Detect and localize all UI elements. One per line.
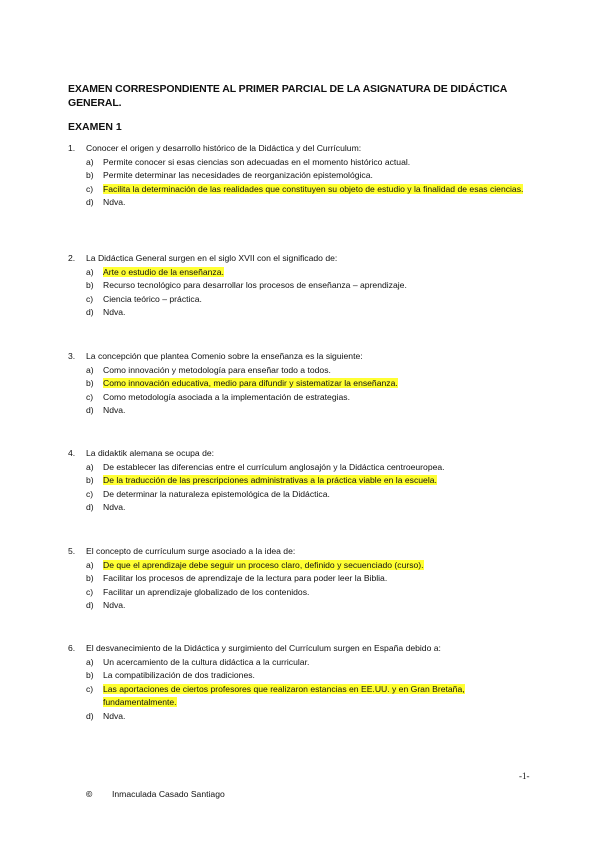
option-letter: d) bbox=[86, 197, 94, 207]
question-3 bbox=[68, 350, 538, 418]
option-highlighted bbox=[86, 377, 538, 391]
question-stem bbox=[68, 642, 538, 656]
footer-author: Inmaculada Casado Santiago bbox=[112, 789, 225, 799]
question-4 bbox=[68, 447, 538, 515]
option bbox=[86, 404, 538, 418]
page-number: -1- bbox=[519, 771, 530, 781]
option-letter: d) bbox=[86, 502, 94, 512]
option-text: Ndva. bbox=[103, 307, 126, 317]
option-list bbox=[86, 266, 538, 320]
option bbox=[86, 656, 538, 670]
question-stem bbox=[68, 350, 538, 364]
option-text: Como metodología asociada a la implementación de estrategias. bbox=[103, 391, 350, 402]
option bbox=[86, 461, 538, 475]
document-title: EXAMEN CORRESPONDIENTE AL PRIMER PARCIAL DE LA ASIGNATURA DE DIDÁCTICA GENERAL. bbox=[68, 83, 507, 109]
option-letter: a) bbox=[86, 461, 94, 472]
option-text: Facilitar los procesos de aprendizaje de la lectura para poder leer la Biblia. bbox=[103, 573, 388, 583]
question-stem bbox=[68, 447, 538, 461]
exam-subtitle: EXAMEN 1 bbox=[68, 121, 122, 133]
option-letter: b) bbox=[86, 475, 94, 485]
question-number: 5. bbox=[68, 546, 76, 556]
option-text: Las aportaciones de ciertos profesores que realizaron estancias en EE.UU. y en Gran Bretaña, fundamentalmente. bbox=[103, 683, 465, 707]
option-text: Como innovación educativa, medio para difundir y sistematizar la enseñanza. bbox=[103, 378, 398, 388]
option bbox=[86, 293, 538, 307]
option-letter: b) bbox=[86, 573, 94, 583]
option-letter: d) bbox=[86, 405, 94, 415]
option-text: Ndva. bbox=[103, 405, 126, 415]
option-letter: b) bbox=[86, 170, 94, 180]
option-letter: a) bbox=[86, 364, 94, 375]
option-letter: d) bbox=[86, 710, 94, 721]
option-text: Facilita la determinación de las realidades que constituyen su objeto de estudio y la finalidad de esas ciencias. bbox=[103, 183, 524, 194]
option bbox=[86, 169, 538, 183]
option-text: Ndva. bbox=[103, 710, 126, 721]
option-letter: b) bbox=[86, 378, 94, 388]
option-text: Permite determinar las necesidades de reorganización epistemológica. bbox=[103, 170, 373, 180]
option-letter: c) bbox=[86, 586, 94, 597]
option-letter: c) bbox=[86, 391, 94, 402]
question-number: 2. bbox=[68, 253, 76, 263]
option-letter: b) bbox=[86, 280, 94, 290]
option-letter: d) bbox=[86, 307, 94, 317]
question-2 bbox=[68, 252, 538, 320]
option bbox=[86, 586, 538, 600]
option-letter: c) bbox=[86, 683, 94, 694]
option-highlighted bbox=[86, 683, 538, 710]
question-5 bbox=[68, 545, 538, 613]
option-text: Permite conocer si esas ciencias son adecuadas en el momento histórico actual. bbox=[103, 156, 411, 167]
question-stem bbox=[68, 142, 538, 156]
option-highlighted bbox=[86, 474, 538, 488]
option bbox=[86, 156, 538, 170]
question-number: 3. bbox=[68, 351, 76, 361]
option bbox=[86, 196, 538, 210]
option-letter: c) bbox=[86, 183, 94, 194]
copyright-symbol: © bbox=[86, 789, 93, 799]
question-text: El desvanecimiento de la Didáctica y surgimiento del Currículum surgen en España debido a: bbox=[86, 643, 441, 653]
option-text: Ndva. bbox=[103, 502, 126, 512]
question-stem bbox=[68, 545, 538, 559]
option bbox=[86, 364, 538, 378]
question-text: La concepción que plantea Comenio sobre la enseñanza es la siguiente: bbox=[86, 351, 363, 361]
question-1 bbox=[68, 142, 538, 210]
option-text: Ndva. bbox=[103, 197, 126, 207]
question-text: Conocer el origen y desarrollo histórico de la Didáctica y del Currículum: bbox=[86, 143, 362, 153]
option bbox=[86, 710, 538, 724]
option bbox=[86, 572, 538, 586]
option bbox=[86, 391, 538, 405]
option-letter: a) bbox=[86, 656, 94, 667]
option-text: La compatibilización de dos tradiciones. bbox=[103, 670, 255, 680]
option-text: Como innovación y metodología para enseñar todo a todos. bbox=[103, 364, 331, 375]
question-text: La Didáctica General surgen en el siglo XVII con el significado de: bbox=[86, 253, 338, 263]
option-letter: b) bbox=[86, 670, 94, 680]
option-text: Ciencia teórico – práctica. bbox=[103, 293, 202, 304]
option-highlighted bbox=[86, 266, 538, 280]
question-number: 4. bbox=[68, 448, 76, 458]
option-letter: c) bbox=[86, 293, 94, 304]
question-number: 1. bbox=[68, 143, 76, 153]
option-letter: a) bbox=[86, 156, 94, 167]
option-letter: a) bbox=[86, 266, 94, 277]
option-list bbox=[86, 461, 538, 515]
option-text: Facilitar un aprendizaje globalizado de los contenidos. bbox=[103, 586, 310, 597]
question-text: La didaktik alemana se ocupa de: bbox=[86, 448, 215, 458]
question-stem bbox=[68, 252, 538, 266]
option bbox=[86, 669, 538, 683]
option-text: De establecer las diferencias entre el currículum anglosajón y la Didáctica centroeuropea. bbox=[103, 461, 445, 472]
option bbox=[86, 501, 538, 515]
option-text: Ndva. bbox=[103, 600, 126, 610]
option bbox=[86, 306, 538, 320]
question-text: El concepto de currículum surge asociado a la idea de: bbox=[86, 546, 296, 556]
option bbox=[86, 279, 538, 293]
question-6 bbox=[68, 642, 538, 723]
option-letter: c) bbox=[86, 488, 94, 499]
option-letter: a) bbox=[86, 559, 94, 570]
option bbox=[86, 599, 538, 613]
option-text: De determinar la naturaleza epistemológica de la Didáctica. bbox=[103, 488, 330, 499]
option-highlighted bbox=[86, 559, 538, 573]
option-text: De la traducción de las prescripciones administrativas a la práctica viable en la escuela. bbox=[103, 475, 437, 485]
option-highlighted bbox=[86, 183, 538, 197]
option-list bbox=[86, 559, 538, 613]
option bbox=[86, 488, 538, 502]
option-text: De que el aprendizaje debe seguir un proceso claro, definido y secuenciado (curso). bbox=[103, 559, 424, 570]
option-text: Recurso tecnológico para desarrollar los procesos de enseñanza – aprendizaje. bbox=[103, 280, 407, 290]
option-list bbox=[86, 656, 538, 724]
footer bbox=[86, 789, 225, 799]
option-letter: d) bbox=[86, 600, 94, 610]
option-text: Un acercamiento de la cultura didáctica a la curricular. bbox=[103, 656, 310, 667]
option-list bbox=[86, 156, 538, 210]
option-list bbox=[86, 364, 538, 418]
option-text: Arte o estudio de la enseñanza. bbox=[103, 266, 224, 277]
question-number: 6. bbox=[68, 643, 76, 653]
